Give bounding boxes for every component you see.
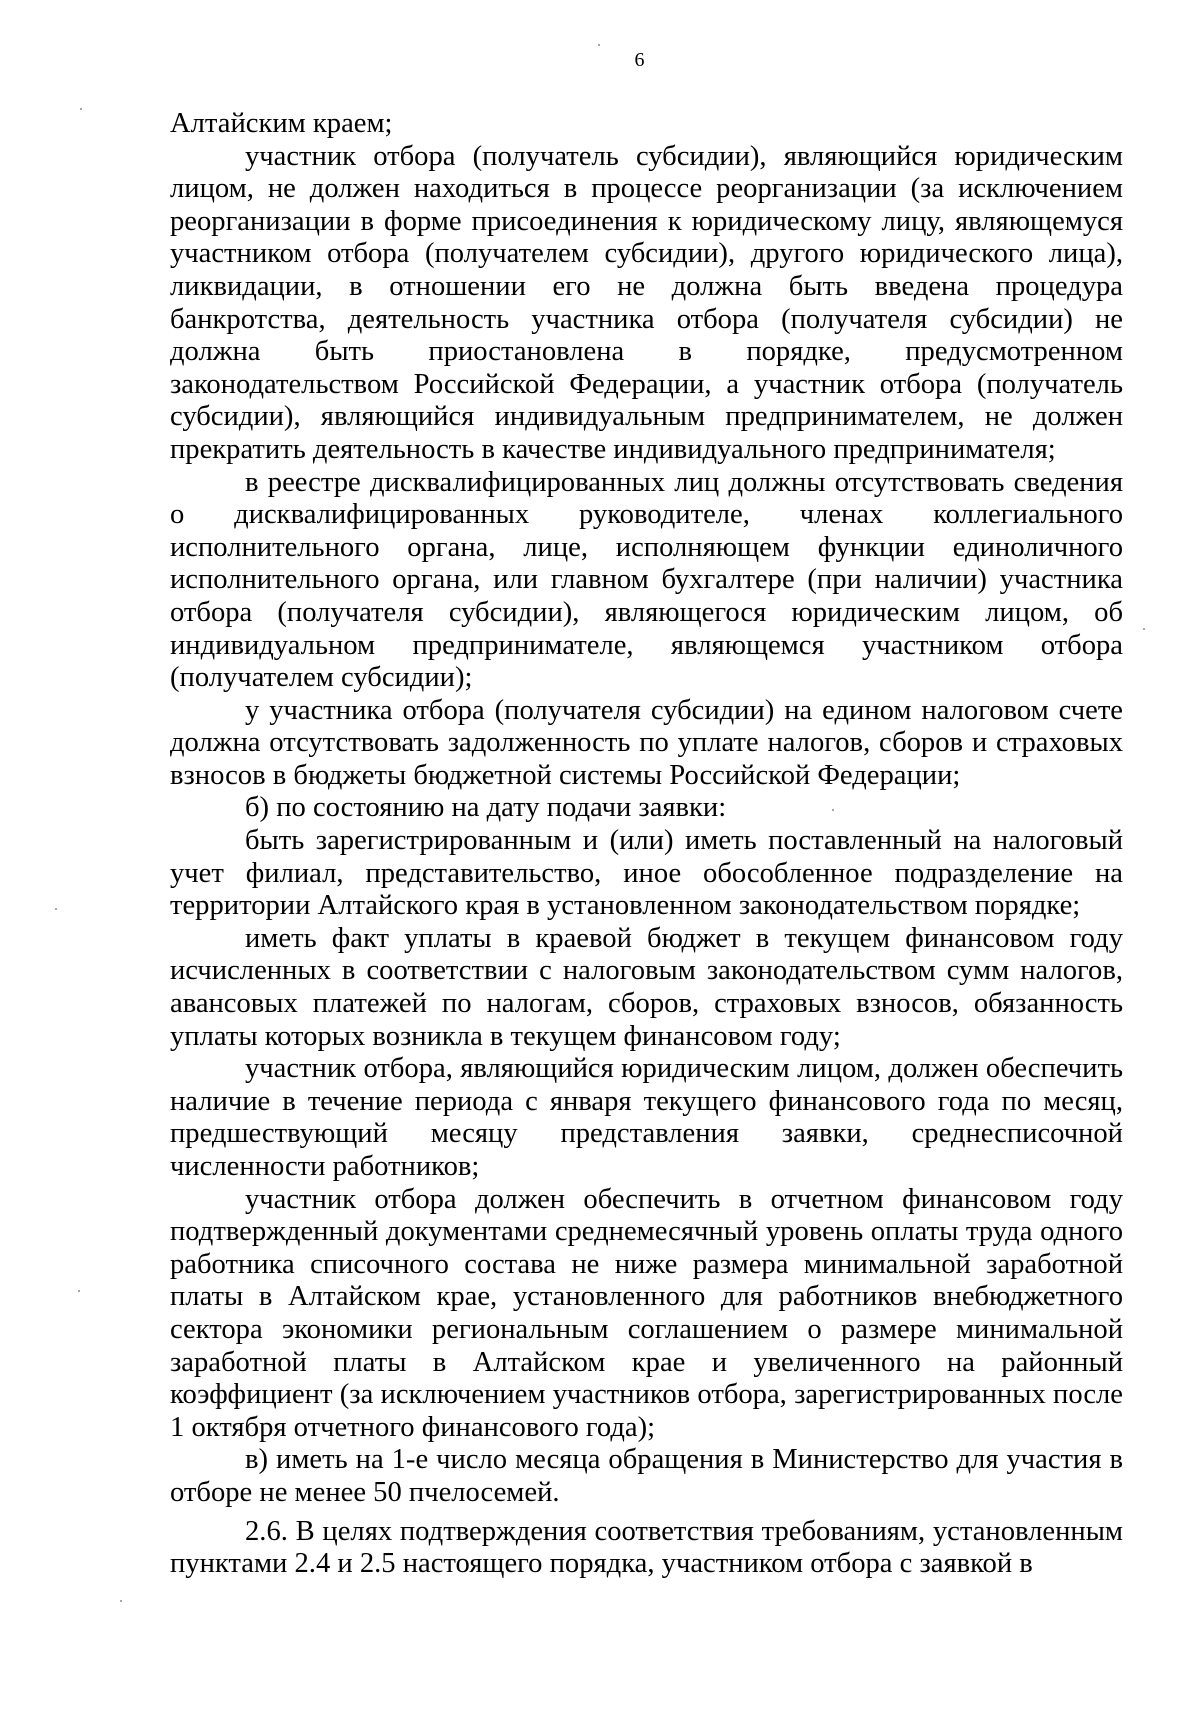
scan-speck xyxy=(598,44,600,46)
paragraph-5: б) по состоянию на дату подачи заявки: xyxy=(245,792,727,824)
paragraph-7: иметь факт уплаты в краевой бюджет в текущем финансовом году исчисленных в соответствии с налоговым законодательством сумм налогов, авансовых платежей по налогам, сборов, страховых взносов, обязанность уплаты которых возникла в текущем финансовом году; xyxy=(170,922,1123,1052)
scan-speck xyxy=(1143,628,1145,630)
page-number: 6 xyxy=(634,49,645,71)
paragraph-3: в реестре дисквалифицированных лиц должны отсутствовать сведения о дисквалифицированных руководителе, членах коллегиального исполнительного органа, лице, исполняющем функции единоличного исполнительного органа, или главном бухгалтере (при наличии) участника отбора (получателя субсидии), являющегося юридическим лицом, об индивидуальном предпринимателе, являющемся участником отбора (получателем субсидии); xyxy=(170,466,1123,694)
scan-speck xyxy=(78,1290,80,1292)
paragraph-11: 2.6. В целях подтверждения соответствия требованиям, установленным пунктами 2.4 и 2.5 настоящего порядка, участником отбора с заявкой в xyxy=(170,1515,1123,1580)
paragraph-6: быть зарегистрированным и (или) иметь поставленный на налоговый учет филиал, представительство, иное обособленное подразделение на территории Алтайского края в установленном законодательством порядке; xyxy=(170,825,1123,922)
scan-speck xyxy=(832,809,834,811)
paragraph-8: участник отбора, являющийся юридическим лицом, должен обеспечить наличие в течение периода с января текущего финансового года по месяц, предшествующий месяцу представления заявки, среднесписочной численности работников; xyxy=(170,1053,1123,1182)
scan-speck xyxy=(120,1600,122,1602)
paragraph-10: в) иметь на 1-е число месяца обращения в Министерство для участия в отборе не менее 50 пчелосемей. xyxy=(170,1444,1123,1508)
document-body xyxy=(170,108,1123,1581)
scan-speck xyxy=(80,108,82,110)
paragraph-2: участник отбора (получатель субсидии), являющийся юридическим лицом, не должен находиться в процессе реорганизации (за исключением реорганизации в форме присоединения к юридическому лицу, являющемуся участником отбора (получателем субсидии), другого юридического лица), ликвидации, в отношении его не должна быть введена процедура банкротства, деятельность участника отбора (получателя субсидии) не должна быть приостановлена в порядке, предусмотренном законодательством Российской Федерации, а участник отбора (получатель субсидии), являющийся индивидуальным предпринимателем, не должен прекратить деятельность в качестве индивидуального предпринимателя; xyxy=(170,140,1123,465)
scan-speck xyxy=(55,908,57,910)
paragraph-9: участник отбора должен обеспечить в отчетном финансовом году подтвержденный документами среднемесячный уровень оплаты труда одного работника списочного состава не ниже размера минимальной заработной платы в Алтайском крае, установленного для работников внебюджетного сектора экономики региональным соглашением о размере минимальной заработной платы в Алтайском крае и увеличенного на районный коэффициент (за исключением участников отбора, зарегистрированных после 1 октября отчетного финансового года); xyxy=(170,1183,1123,1443)
paragraph-1: Алтайским краем; xyxy=(170,108,393,139)
paragraph-4: у участника отбора (получателя субсидии) на едином налоговом счете должна отсутствовать задолженность по уплате налогов, сборов и страховых взносов в бюджеты бюджетной системы Российской Федерации; xyxy=(170,694,1123,791)
